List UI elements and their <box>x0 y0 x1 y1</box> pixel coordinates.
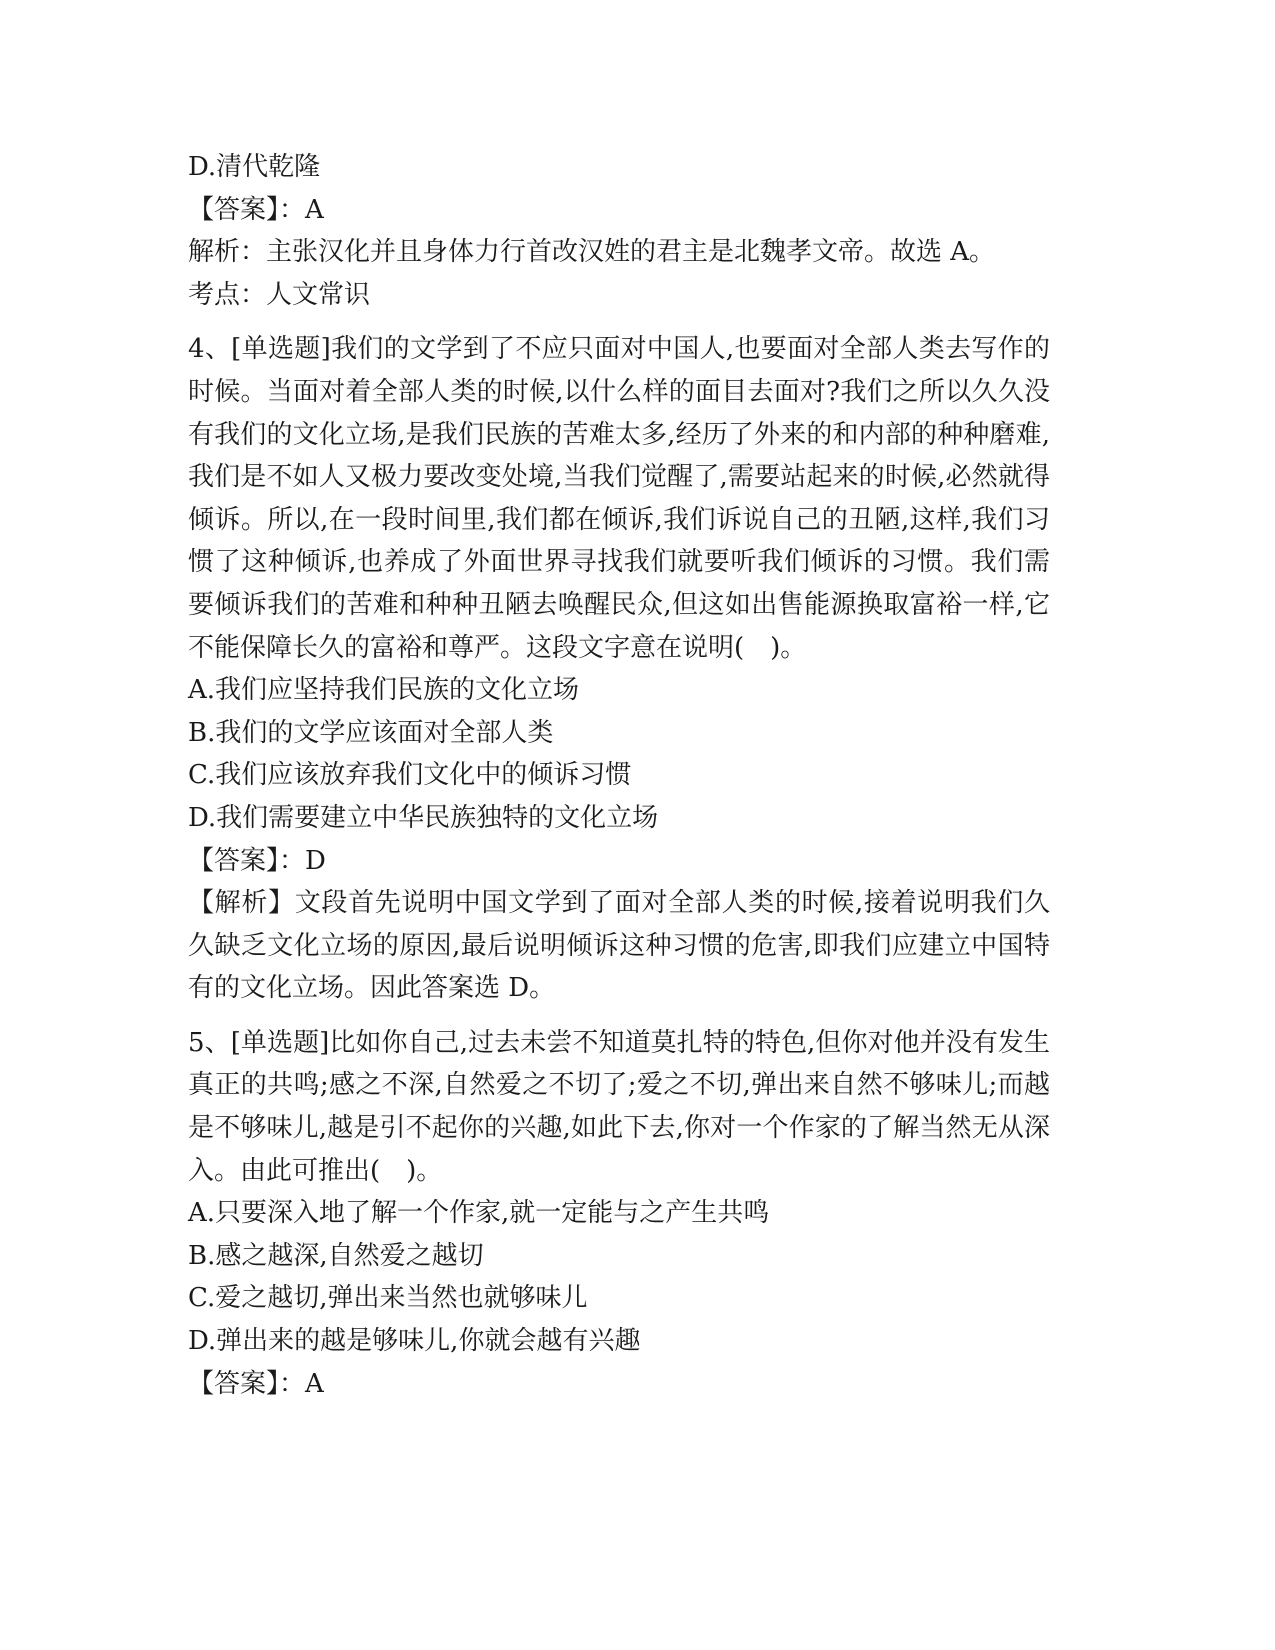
q4-stem: 4、[单选题]我们的文学到了不应只面对中国人,也要面对全部人类去写作的时候。当面对着全部人类的时候,以什么样的面目去面对?我们之所以久久没有我们的文化立场,是我们民族的苦难太多,经历了外来的和内部的种种磨难,我们是不如人又极力要改变处境,当我们觉醒了,需要站起来的时候,必然就得倾诉。所以,在一段时间里,我们都在倾诉,我们诉说自己的丑陋,这样,我们习惯了这种倾诉,也养成了外面世界寻找我们就要听我们倾诉的习惯。我们需要倾诉我们的苦难和种种丑陋去唤醒民众,但这如出售能源换取富裕一样,它不能保障长久的富裕和尊严。这段文字意在说明( )。 <box>188 334 1050 663</box>
q4-answer: 【答案】：D <box>188 845 326 876</box>
spacer <box>188 1010 1088 1022</box>
spacer <box>188 316 1088 328</box>
q4-option-a: A.我们应坚持我们民族的文化立场 <box>188 675 580 706</box>
page-content <box>188 146 1088 1405</box>
q3-answer: 【答案】：A <box>188 194 324 225</box>
q5-option-a: A.只要深入地了解一个作家,就一定能与之产生共鸣 <box>188 1198 770 1229</box>
q5-option-b: B.感之越深,自然爱之越切 <box>188 1240 484 1271</box>
q5-option-d: D.弹出来的越是够味儿,你就会越有兴趣 <box>188 1326 641 1357</box>
q4-analysis: 【解析】文段首先说明中国文学到了面对全部人类的时候,接着说明我们久久缺乏文化立场的原因,最后说明倾诉这种习惯的危害,即我们应建立中国特有的文化立场。因此答案选 D。 <box>188 888 1050 1004</box>
q4-option-c: C.我们应该放弃我们文化中的倾诉习惯 <box>188 760 632 791</box>
q3-analysis: 解析：主张汉化并且身体力行首改汉姓的君主是北魏孝文帝。故选 A。 <box>188 237 996 268</box>
q4-option-d: D.我们需要建立中华民族独特的文化立场 <box>188 802 659 833</box>
q5-answer: 【答案】：A <box>188 1368 324 1399</box>
q3-option-d: D.清代乾隆 <box>188 152 321 182</box>
q3-knowledge-point: 考点：人文常识 <box>188 279 371 310</box>
q5-stem: 5、[单选题]比如你自己,过去未尝不知道莫扎特的特色,但你对他并没有发生真正的共鸣;感之不深,自然爱之不切了;爱之不切,弹出来自然不够味儿;而越是不够味儿,越是引不起你的兴趣,如此下去,你对一个作家的了解当然无从深入。由此可推出( )。 <box>188 1027 1050 1186</box>
q4-option-b: B.我们的文学应该面对全部人类 <box>188 717 554 748</box>
q5-option-c: C.爱之越切,弹出来当然也就够味儿 <box>188 1283 588 1314</box>
